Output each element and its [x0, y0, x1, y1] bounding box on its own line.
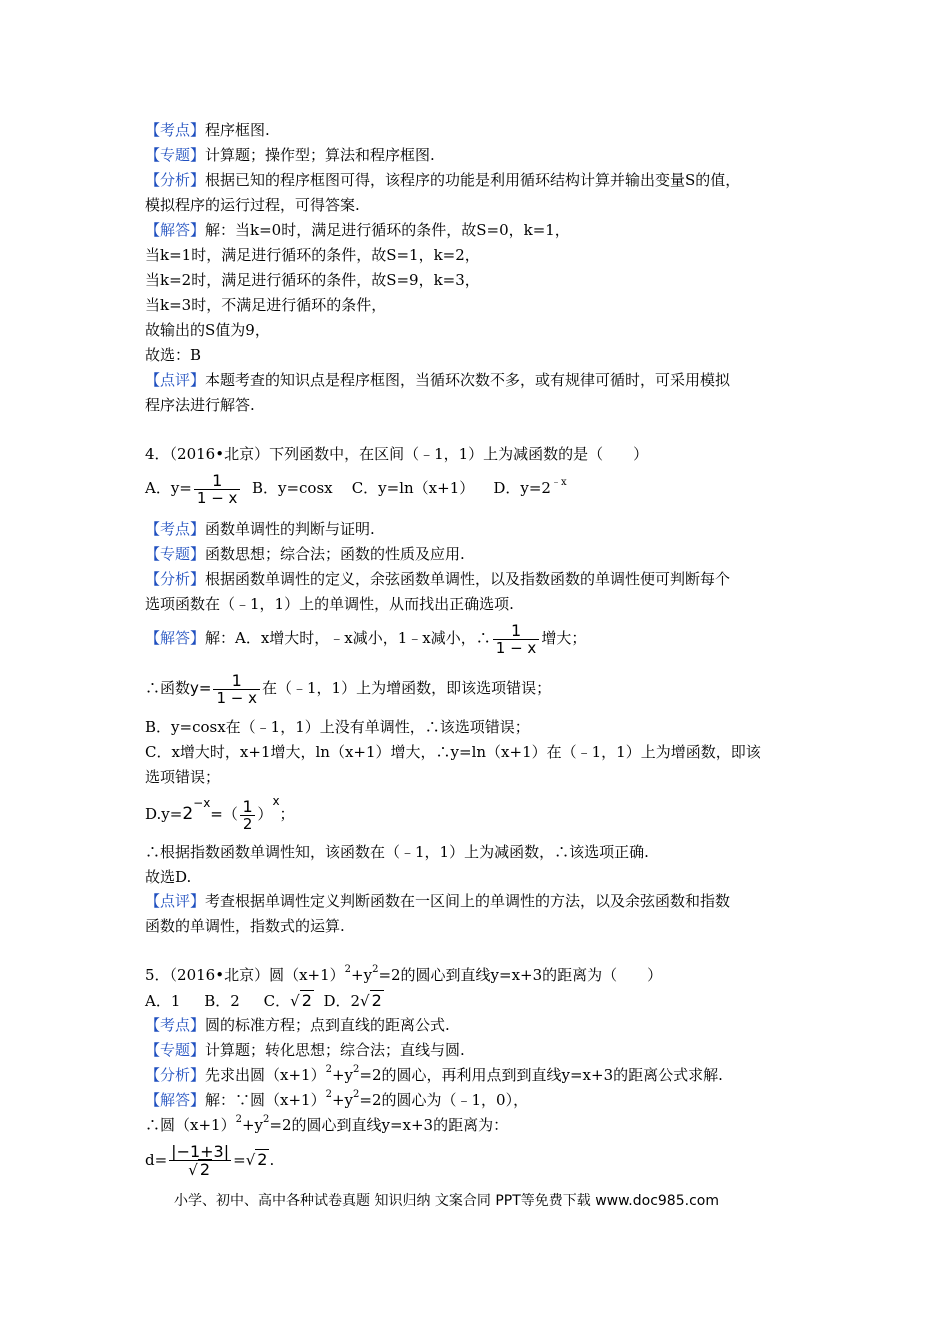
text: =2的圆心到直线y=x+3的距离为（ ）: [378, 966, 663, 984]
q4-jieda-8: 故选D.: [145, 868, 192, 886]
exponent: ﹣x: [550, 477, 567, 488]
q4-jieda-5: 选项错误；: [145, 768, 221, 786]
text: +y: [331, 1091, 354, 1109]
text: 函数思想；综合法；函数的性质及应用.: [205, 545, 465, 563]
text: 根据函数单调性的定义，余弦函数单调性，以及指数函数的单调性便可判断每个: [205, 570, 731, 588]
sqrt-2: √ 2: [290, 991, 312, 1010]
q4-options: [145, 468, 567, 508]
tag-fenxi: 【分析】: [145, 171, 206, 189]
q3-jieda-4: 当k=3时，不满足进行循环的条件，: [145, 296, 387, 314]
text: ∴函数: [145, 679, 191, 697]
radicand: 2: [371, 991, 382, 1010]
text: 增大；: [541, 629, 587, 647]
option-b: B．2: [204, 992, 240, 1010]
tag-zhuanti: 【专题】: [145, 545, 206, 563]
numerator: |−1+3|: [171, 1142, 230, 1161]
q4-fenxi: [145, 567, 730, 592]
q3-jieda-5: 故输出的S值为9，: [145, 321, 270, 339]
q3-jieda-3: 当k=2时，满足进行循环的条件，故S=9，k=3，: [145, 271, 480, 289]
exponent: x: [272, 794, 280, 808]
exponent: 2: [325, 1089, 332, 1100]
text: 考查根据单调性定义判断函数在一区间上的单调性的方法，以及余弦函数和指数: [205, 892, 731, 910]
q3-dianping: [145, 368, 730, 393]
tag-jieda: 【解答】: [145, 221, 206, 239]
numerator: 1: [231, 670, 242, 690]
q4-kaodian: [145, 517, 375, 542]
q5-jieda-2: [145, 1113, 508, 1138]
q4-fenxi-2: 选项函数在（﹣1，1）上的单调性，从而找出正确选项.: [145, 595, 514, 613]
text: 解：当k=0时，满足进行循环的条件，故S=0，k=1，: [205, 221, 570, 239]
option-d: D．2: [323, 992, 361, 1010]
text: .: [269, 1151, 275, 1169]
tag-fenxi: 【分析】: [145, 1066, 206, 1084]
tag-kaodian: 【考点】: [145, 520, 206, 538]
sqrt-2: √ 2: [360, 991, 382, 1010]
tag-zhuanti: 【专题】: [145, 146, 206, 164]
fraction-1-over-2: [240, 798, 256, 833]
tag-dianping: 【点评】: [145, 892, 206, 910]
q4-jieda-4: C．x增大时，x+1增大，ln（x+1）增大，∴y=ln（x+1）在（﹣1，1）上为增函数，即该: [145, 743, 761, 761]
tag-kaodian: 【考点】: [145, 121, 206, 139]
tag-zhuanti: 【专题】: [145, 1041, 206, 1059]
text: y=: [190, 679, 212, 697]
q5-stem: [145, 963, 662, 988]
q3-jieda: [145, 218, 570, 243]
q5-options: [145, 988, 384, 1014]
text: +y: [331, 1066, 354, 1084]
option-b: B．y=cosx: [251, 479, 333, 497]
text: =2的圆心为（﹣1，0），: [359, 1091, 529, 1109]
q5-jieda-3: [145, 1138, 274, 1182]
q5-kaodian: [145, 1013, 450, 1038]
text: d=: [145, 1151, 168, 1169]
fraction-1-over-1-minus-x: [194, 472, 241, 507]
text: 解：A．x增大时，﹣x减小，1﹣x减小，∴: [205, 629, 491, 647]
text: 先求出圆（x+1）: [205, 1066, 326, 1084]
text: =（: [210, 805, 238, 823]
q4-dianping: [145, 889, 730, 914]
text: D.y=: [145, 805, 183, 823]
option-d: D．y=2: [493, 479, 551, 497]
q4-stem: 4．（2016•北京）下列函数中，在区间（﹣1，1）上为减函数的是（ ）: [145, 445, 649, 463]
text: 圆的标准方程；点到直线的距离公式.: [205, 1016, 450, 1034]
text: =2的圆心，再利用点到到直线y=x+3的距离公式求解.: [359, 1066, 723, 1084]
radicand: 2: [257, 1150, 268, 1169]
denominator: 1 − x: [493, 639, 540, 657]
exponent: 2: [263, 1114, 270, 1125]
denominator: [169, 1160, 231, 1179]
fraction-1-over-1-minus-x: [213, 672, 260, 707]
text: 根据已知的程序框图可得，该程序的功能是利用循环结构计算并输出变量S的值，: [205, 171, 741, 189]
exponent: 2: [372, 964, 379, 975]
q3-kaodian: [145, 118, 270, 143]
text: +y: [351, 966, 373, 984]
base: 2: [182, 804, 194, 824]
tag-fenxi: 【分析】: [145, 570, 206, 588]
q4-dianping-2: 函数的单调性，指数式的运算.: [145, 917, 345, 935]
exponent: 2: [235, 1114, 242, 1125]
q4-jieda-1: [145, 618, 586, 658]
text: 计算题；转化思想；综合法；直线与圆.: [205, 1041, 465, 1059]
fraction-distance: [169, 1143, 231, 1179]
q3-jieda-2: 当k=1时，满足进行循环的条件，故S=1，k=2，: [145, 246, 480, 264]
q3-jieda-6: 故选：B: [145, 346, 202, 364]
denominator: 2: [240, 815, 256, 833]
text: =: [233, 1151, 246, 1169]
radicand: 2: [301, 991, 312, 1010]
numerator: 1: [242, 796, 253, 816]
option-c: C．: [263, 992, 291, 1010]
text: =2的圆心到直线y=x+3的距离为：: [269, 1116, 509, 1134]
denominator: 1 − x: [194, 489, 241, 507]
fraction-1-over-1-minus-x: [493, 622, 540, 657]
text: 解：∵圆（x+1）: [205, 1091, 326, 1109]
option-a: A．1: [145, 992, 181, 1010]
text: ）: [257, 805, 273, 823]
q4-jieda-7: ∴根据指数函数单调性知，该函数在（﹣1，1）上为减函数，∴该选项正确.: [145, 843, 649, 861]
tag-dianping: 【点评】: [145, 371, 206, 389]
numerator: 1: [510, 620, 522, 640]
exponent: 2: [353, 1089, 360, 1100]
text: +y: [241, 1116, 263, 1134]
exponent: 2: [353, 1064, 360, 1075]
text: ；: [279, 805, 295, 823]
page-footer: 小学、初中、高中各种试卷真题 知识归纳 文案合同 PPT等免费下载 www.doc985.com: [174, 1193, 719, 1209]
exponent: −x: [193, 796, 211, 810]
option-c: C．y=ln（x+1）: [351, 479, 475, 497]
tag-kaodian: 【考点】: [145, 1016, 206, 1034]
q3-dianping-2: 程序法进行解答.: [145, 396, 255, 414]
sqrt-2: √ 2: [245, 1150, 268, 1169]
exponent: 2: [325, 1064, 332, 1075]
q5-zhuanti: [145, 1038, 465, 1063]
q4-jieda-3: B．y=cosx在（﹣1，1）上没有单调性，∴该选项错误；: [145, 718, 530, 736]
text: 在（﹣1，1）上为增函数，即该选项错误；: [262, 679, 552, 697]
text: 函数单调性的判断与证明.: [205, 520, 375, 538]
q3-fenxi-2: 模拟程序的运行过程，可得答案.: [145, 196, 360, 214]
text: 计算题；操作型；算法和程序框图.: [205, 146, 435, 164]
q4-jieda-6: [145, 792, 295, 836]
exponent: 2: [344, 964, 352, 975]
text: 5．（2016•北京）圆（x+1）: [145, 966, 345, 984]
q4-zhuanti: [145, 542, 465, 567]
text: 本题考查的知识点是程序框图，当循环次数不多，或有规律可循时，可采用模拟: [205, 371, 731, 389]
radicand: 2: [199, 1160, 211, 1179]
text: 程序框图.: [205, 121, 270, 139]
q3-fenxi: [145, 168, 740, 193]
q5-fenxi: [145, 1063, 723, 1088]
tag-jieda: 【解答】: [145, 629, 206, 647]
numerator: 1: [212, 470, 223, 490]
text: ∴圆（x+1）: [145, 1116, 236, 1134]
denominator: 1 − x: [213, 689, 260, 707]
sqrt-2: √ 2: [188, 1160, 211, 1179]
q5-jieda: [145, 1088, 528, 1113]
q4-jieda-2: [145, 668, 551, 708]
q3-zhuanti: [145, 143, 435, 168]
tag-jieda: 【解答】: [145, 1091, 206, 1109]
option-a: A．y=: [145, 479, 192, 497]
